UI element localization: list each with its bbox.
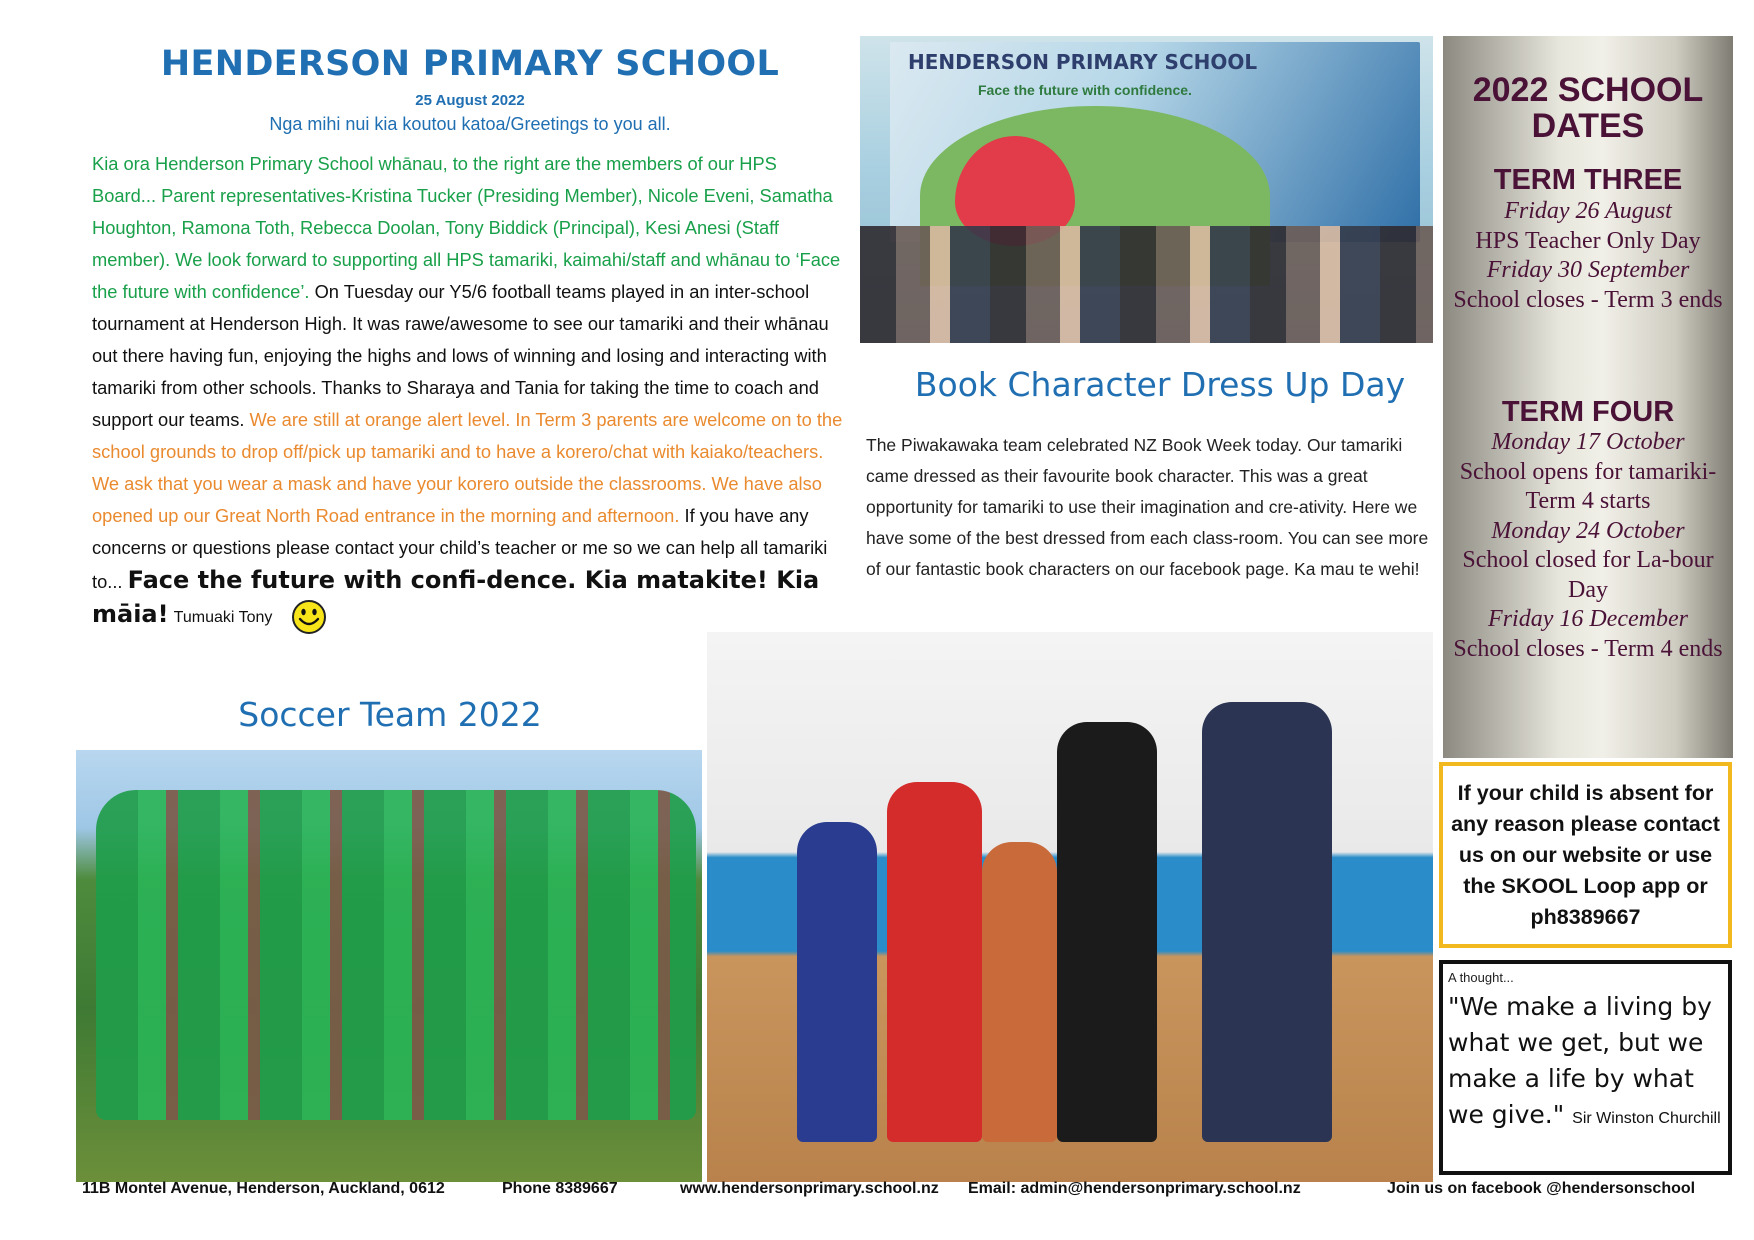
newsletter-date: 25 August 2022	[415, 92, 525, 109]
banner-title: HENDERSON PRIMARY SCHOOL	[908, 50, 1258, 74]
thought-box	[1439, 960, 1732, 1175]
soccer-team-photo	[76, 750, 702, 1182]
book-day-heading: Book Character Dress Up Day	[914, 365, 1406, 404]
date-entry-event: School closed for La-bour Day	[1462, 547, 1714, 603]
footer-address: 11B Montel Avenue, Henderson, Auckland, 0612	[82, 1180, 445, 1197]
footer-phone: Phone 8389667	[502, 1180, 618, 1197]
soccer-heading: Soccer Team 2022	[238, 695, 542, 734]
football-text: On Tuesday our Y5/6 football teams played in an inter-school tournament at Henderson High. It was rawe/awesome to see our tamariki and their whānau out there having fun, enjoying the highs and lows of winning and losing and interacting with tamariki from other schools. Thanks to Sharaya and Tania for taking the time to coach and support our teams.	[92, 281, 829, 430]
quote-author: Sir Winston Churchill	[1572, 1110, 1721, 1127]
board-intro-text: Kia ora Henderson Primary School whānau, to the right are the members of our HPS Board... Parent representatives-Kristina Tucker (Presiding Member), Nicole Eveni, Samatha Houghton, Ramona Toth, Rebecca Doolan, Tony Biddick (Principal), Kesi Anesi (Staff member). We look forward to supporting all HPS tamariki, kaimahi/staff and whānau to ‘Face the future with confidence’.	[92, 153, 841, 302]
costumed-child	[1202, 702, 1332, 1142]
footer-email[interactable]: Email: admin@hendersonprimary.school.nz	[968, 1180, 1301, 1197]
alert-level-text: We are still at orange alert level. In Term 3 parents are welcome on to the school grounds to drop off/pick up tamariki and to have a korero/chat with kaiako/teachers. We ask that you wear a mask and have your korero outside the classrooms. We have also opened up our Great North Road entrance in the morning and afternoon.	[92, 409, 843, 526]
date-entry-date: Friday 16 December	[1488, 606, 1688, 632]
book-day-text: The Piwakawaka team celebrated NZ Book Week today. Our tamariki came dressed as their favourite book character. This was a great opportunity for tamariki to use their imagination and cre-ativity. Here we have some of the best dressed from each class-room. You can see more of our fantastic book characters on our facebook page. Ka mau te wehi!	[866, 435, 1429, 579]
costumed-child	[887, 782, 982, 1142]
term-three-dates	[1443, 197, 1733, 315]
contact-text: If you have any concerns or questions please contact your child’s teacher or me so we can help all tamariki to...	[92, 505, 828, 592]
term-four-heading: TERM FOUR	[1501, 396, 1675, 428]
principal-letter	[92, 148, 844, 635]
greeting-line: Nga mihi nui kia koutou katoa/Greetings to you all.	[269, 114, 671, 134]
board-members-photo	[860, 36, 1433, 343]
banner-subtitle: Face the future with confidence.	[978, 82, 1192, 98]
costumed-child	[982, 842, 1057, 1142]
thought-label: A thought...	[1448, 970, 1514, 985]
absence-notice: If your child is absent for any reason please contact us on our website or use the SKOOL Loop app or ph8389667	[1439, 762, 1732, 948]
soccer-team-group	[96, 790, 696, 1120]
closing-motto: Face the future with confi-dence. Kia matakite! Kia māia!	[92, 566, 820, 628]
date-entry-event: HPS Teacher Only Day	[1475, 227, 1701, 254]
quote-text: "We make a living by what we get, but we make a life by what we give."	[1448, 992, 1712, 1129]
date-entry-date: Friday 30 September	[1486, 257, 1690, 283]
footer-website[interactable]: www.hendersonprimary.school.nz	[680, 1180, 939, 1197]
date-entry-event: School closes - Term 3 ends	[1453, 286, 1723, 313]
date-entry-date: Monday 17 October	[1491, 429, 1685, 455]
date-entry-date: Monday 24 October	[1491, 517, 1685, 544]
date-entry-event: School opens for tamariki-Term 4 starts	[1459, 458, 1717, 514]
date-entry-event: School closes - Term 4 ends	[1453, 635, 1723, 662]
date-entry-date: Friday 26 August	[1504, 198, 1672, 224]
newsletter-title: HENDERSON PRIMARY SCHOOL	[160, 44, 780, 84]
school-dates-title: 2022 SCHOOL DATES	[1472, 71, 1704, 145]
book-characters-photo	[707, 632, 1433, 1182]
footer-facebook[interactable]: Join us on facebook @hendersonschool	[1387, 1180, 1696, 1197]
footer	[82, 1180, 1742, 1202]
costumed-child	[1057, 722, 1157, 1142]
quote	[1448, 989, 1724, 1137]
term-four-dates	[1443, 428, 1733, 664]
smiley-icon	[291, 599, 327, 635]
costumed-child	[797, 822, 877, 1142]
board-members-group	[860, 226, 1433, 343]
signature: Tumuaki Tony	[173, 609, 273, 626]
term-three-heading: TERM THREE	[1493, 164, 1683, 196]
